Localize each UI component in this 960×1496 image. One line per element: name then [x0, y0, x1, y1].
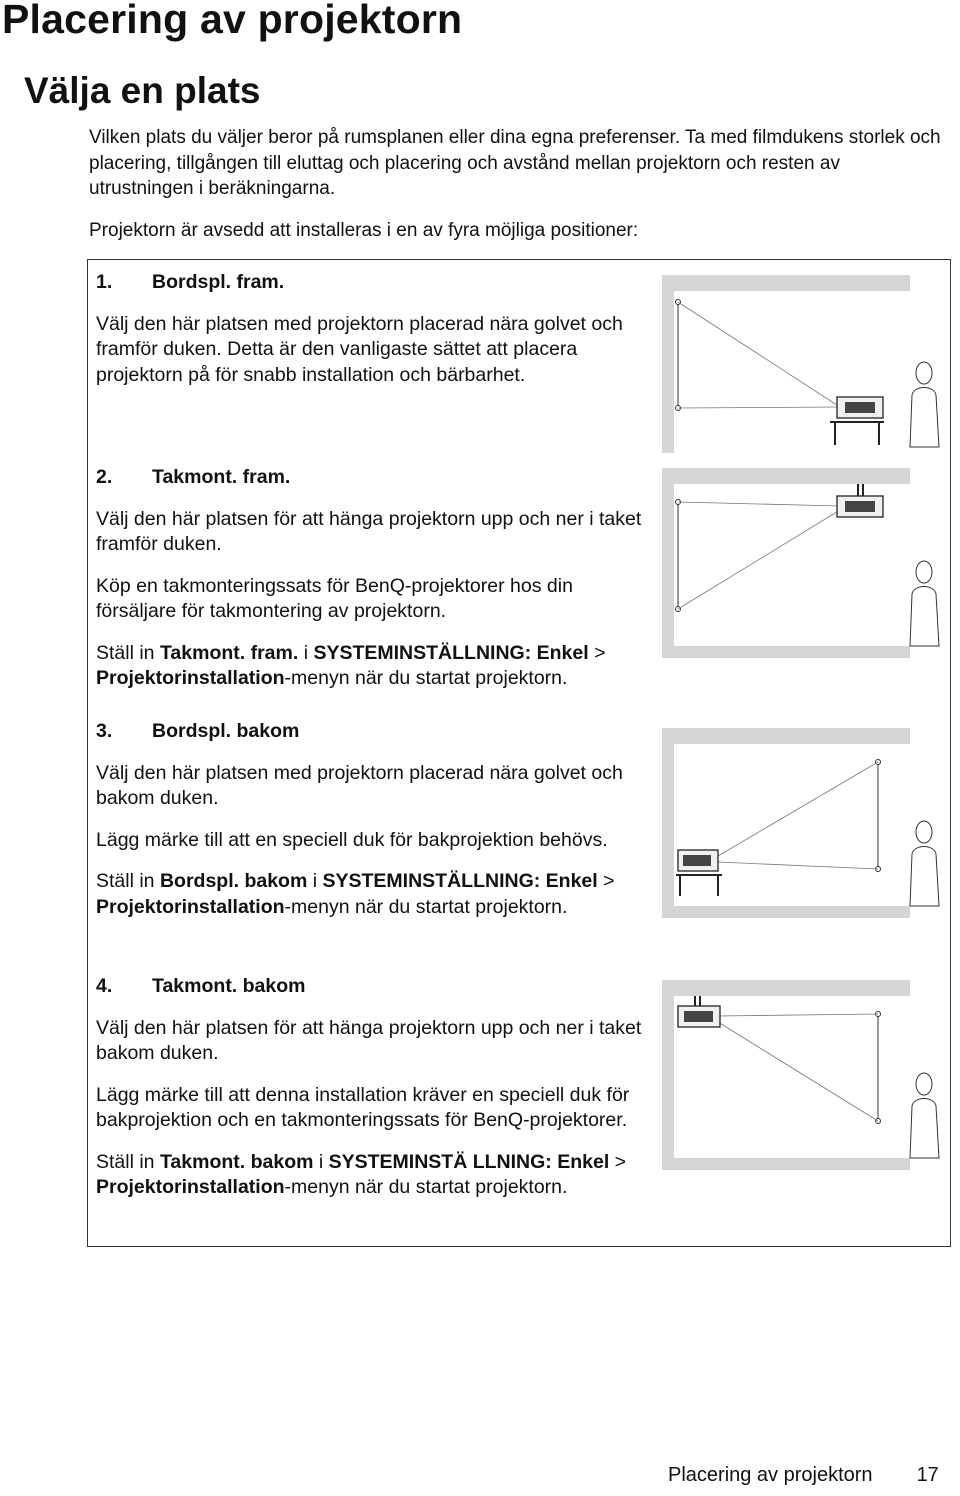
position-3: [96, 719, 651, 920]
position-2-description: Välj den här platsen för att hänga projektorn upp och ner i taket framför duken.: [96, 507, 642, 555]
intro-paragraph: Vilken plats du väljer beror på rumsplanen eller dina egna preferenser. Ta med filmdukens storlek och placering, tillgången till eluttag och placering och avstånd mellan projektorn och resten av utrustningen i beräkningarna.: [89, 127, 941, 199]
floor-rear-illustration: [662, 728, 942, 918]
page-footer: [668, 1464, 939, 1487]
position-3-setting: Ställ in Bordspl. bakom i SYSTEMINSTÄLLNING: Enkel > Projektorinstallation-menyn när du startat projektorn.: [96, 870, 615, 918]
position-3-description: Välj den här platsen med projektorn placerad nära golvet och bakom duken.: [96, 761, 623, 809]
position-2-mount-kit: Köp en takmonteringssats för BenQ-projektorer hos din försäljare för takmontering av projektorn.: [96, 574, 573, 622]
position-3-screen-note: Lägg märke till att en speciell duk för bakprojektion behövs.: [96, 828, 608, 851]
page-title: Placering av projektorn: [2, 0, 463, 42]
ceiling-rear-illustration: [662, 980, 942, 1170]
position-1-description: Välj den här platsen med projektorn placerad nära golvet och framför duken. Detta är den vanligaste sättet att placera projektorn på för snabb installation och bärbarhet.: [96, 312, 623, 386]
ceiling-front-illustration: [662, 468, 942, 658]
position-4-setting: Ställ in Takmont. bakom i SYSTEMINSTÄ LLNING: Enkel > Projektorinstallation-menyn när du startat projektorn.: [96, 1150, 627, 1198]
position-3-title: 3. Bordspl. bakom: [96, 720, 300, 742]
section-heading: Välja en plats: [24, 70, 261, 111]
position-2-title: 2. Takmont. fram.: [96, 466, 291, 488]
position-4: [96, 974, 651, 1201]
position-2-setting: Ställ in Takmont. fram. i SYSTEMINSTÄLLNING: Enkel > Projektorinstallation-menyn när du startat projektorn.: [96, 641, 606, 689]
position-1: [96, 270, 651, 388]
position-4-screen-note: Lägg märke till att denna installation kräver en speciell duk för bakprojektion och en takmonteringssats för BenQ-projektorer.: [96, 1083, 630, 1131]
position-2: [96, 465, 651, 692]
position-4-title: 4. Takmont. bakom: [96, 975, 306, 997]
position-1-title: 1. Bordspl. fram.: [96, 271, 285, 293]
positions-intro: Projektorn är avsedd att installeras i en av fyra möjliga positioner:: [89, 220, 639, 241]
footer-label: Placering av projektorn: [668, 1464, 873, 1486]
page-number: 17: [916, 1464, 939, 1486]
position-4-description: Välj den här platsen för att hänga projektorn upp och ner i taket bakom duken.: [96, 1016, 642, 1064]
floor-front-illustration: [662, 275, 942, 453]
